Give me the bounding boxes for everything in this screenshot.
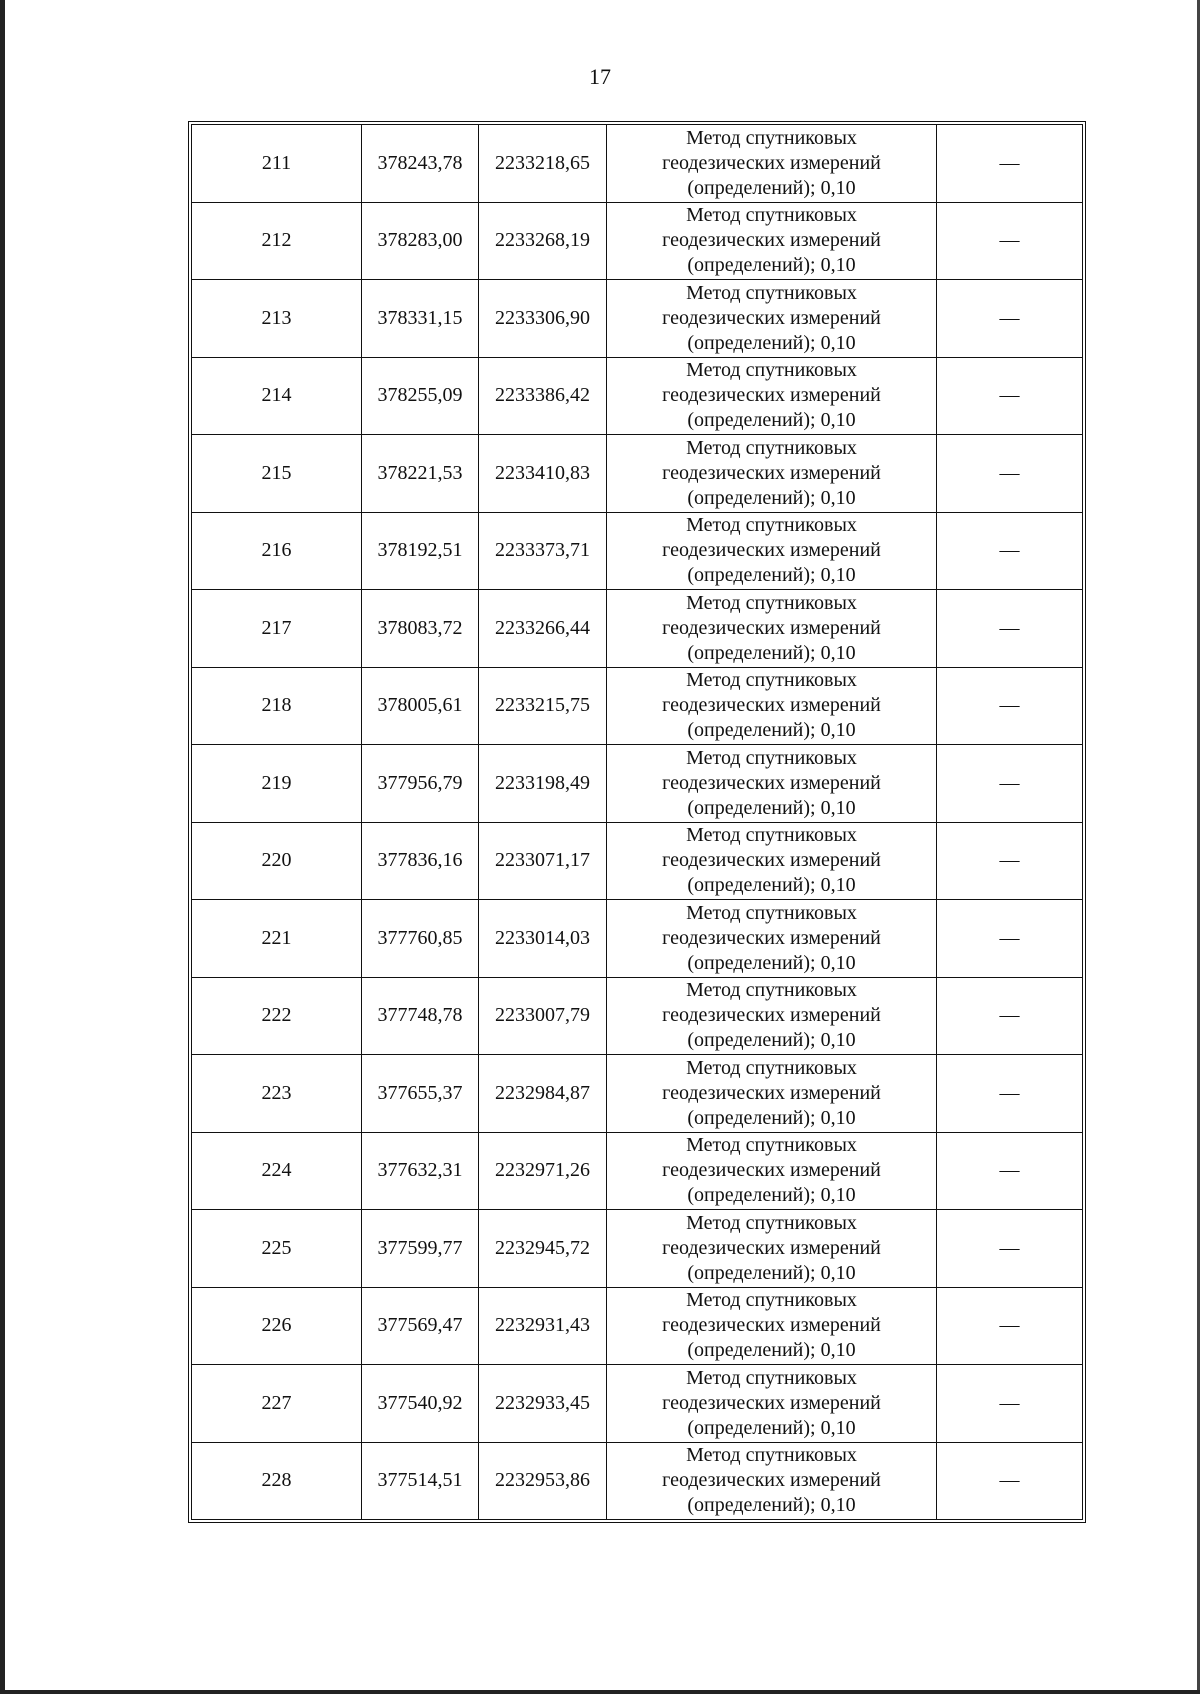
extra-cell: — — [937, 125, 1083, 203]
method-line: Метод спутниковых — [686, 669, 857, 692]
method-line: Метод спутниковых — [686, 746, 857, 769]
method-line: Метод спутниковых — [686, 359, 857, 382]
method-cell — [607, 1210, 937, 1288]
y-coordinate-cell: 2233215,75 — [479, 667, 607, 745]
extra-cell: — — [937, 822, 1083, 900]
table-row — [192, 745, 1083, 823]
method-line: геодезических измерений — [662, 151, 881, 174]
extra-cell: — — [937, 280, 1083, 358]
method-line: геодезических измерений — [662, 384, 881, 407]
scan-edge-left — [0, 0, 5, 1694]
table-row — [192, 822, 1083, 900]
method-cell — [607, 357, 937, 435]
table-row — [192, 590, 1083, 668]
x-coordinate-cell: 378083,72 — [362, 590, 479, 668]
method-line: Метод спутниковых — [686, 1211, 857, 1234]
method-line: Метод спутниковых — [686, 1289, 857, 1312]
method-cell — [607, 125, 937, 203]
table-row — [192, 977, 1083, 1055]
method-line: Метод спутниковых — [686, 281, 857, 304]
method-line: (определений); 0,10 — [687, 254, 856, 277]
extra-cell: — — [937, 1055, 1083, 1133]
y-coordinate-cell: 2233373,71 — [479, 512, 607, 590]
y-coordinate-cell: 2233386,42 — [479, 357, 607, 435]
method-line: (определений); 0,10 — [687, 1261, 856, 1284]
method-cell — [607, 1287, 937, 1365]
table-row — [192, 202, 1083, 280]
x-coordinate-cell: 378005,61 — [362, 667, 479, 745]
method-line: геодезических измерений — [662, 771, 881, 794]
method-line: Метод спутниковых — [686, 979, 857, 1002]
method-cell — [607, 1442, 937, 1520]
table-row — [192, 1132, 1083, 1210]
page-number: 17 — [589, 64, 611, 89]
method-line: геодезических измерений — [662, 461, 881, 484]
y-coordinate-cell: 2233268,19 — [479, 202, 607, 280]
method-line: геодезических измерений — [662, 926, 881, 949]
method-line: геодезических измерений — [662, 1004, 881, 1027]
x-coordinate-cell: 378283,00 — [362, 202, 479, 280]
coordinates-table-frame — [188, 121, 1086, 1523]
method-line: геодезических измерений — [662, 306, 881, 329]
method-cell — [607, 822, 937, 900]
method-line: (определений); 0,10 — [687, 719, 856, 742]
y-coordinate-cell: 2232971,26 — [479, 1132, 607, 1210]
method-line: Метод спутниковых — [686, 1444, 857, 1467]
point-number-cell: 219 — [192, 745, 362, 823]
table-row — [192, 1287, 1083, 1365]
point-number-cell: 216 — [192, 512, 362, 590]
method-cell — [607, 977, 937, 1055]
table-row — [192, 435, 1083, 513]
method-cell — [607, 435, 937, 513]
coordinates-table — [191, 124, 1083, 1520]
x-coordinate-cell: 377569,47 — [362, 1287, 479, 1365]
x-coordinate-cell: 378221,53 — [362, 435, 479, 513]
y-coordinate-cell: 2233007,79 — [479, 977, 607, 1055]
method-line: (определений); 0,10 — [687, 874, 856, 897]
method-line: (определений); 0,10 — [687, 409, 856, 432]
method-cell — [607, 745, 937, 823]
method-line: (определений); 0,10 — [687, 951, 856, 974]
method-line: Метод спутниковых — [686, 514, 857, 537]
extra-cell: — — [937, 512, 1083, 590]
method-line: геодезических измерений — [662, 694, 881, 717]
x-coordinate-cell: 377655,37 — [362, 1055, 479, 1133]
extra-cell: — — [937, 1287, 1083, 1365]
x-coordinate-cell: 377956,79 — [362, 745, 479, 823]
method-line: геодезических измерений — [662, 1159, 881, 1182]
method-line: (определений); 0,10 — [687, 1416, 856, 1439]
method-line: геодезических измерений — [662, 1391, 881, 1414]
method-line: (определений); 0,10 — [687, 1339, 856, 1362]
method-line: Метод спутниковых — [686, 824, 857, 847]
method-cell — [607, 667, 937, 745]
method-line: геодезических измерений — [662, 1314, 881, 1337]
y-coordinate-cell: 2232931,43 — [479, 1287, 607, 1365]
method-cell — [607, 512, 937, 590]
method-cell — [607, 202, 937, 280]
table-row — [192, 1442, 1083, 1520]
method-cell — [607, 1132, 937, 1210]
extra-cell: — — [937, 357, 1083, 435]
point-number-cell: 228 — [192, 1442, 362, 1520]
table-row — [192, 1210, 1083, 1288]
table-row — [192, 1055, 1083, 1133]
method-line: (определений); 0,10 — [687, 486, 856, 509]
method-cell — [607, 280, 937, 358]
table-row — [192, 280, 1083, 358]
y-coordinate-cell: 2233218,65 — [479, 125, 607, 203]
method-cell — [607, 900, 937, 978]
y-coordinate-cell: 2233071,17 — [479, 822, 607, 900]
extra-cell: — — [937, 590, 1083, 668]
point-number-cell: 221 — [192, 900, 362, 978]
coordinates-table-body — [192, 125, 1083, 1520]
point-number-cell: 215 — [192, 435, 362, 513]
point-number-cell: 226 — [192, 1287, 362, 1365]
extra-cell: — — [937, 1132, 1083, 1210]
extra-cell: — — [937, 1365, 1083, 1443]
method-line: Метод спутниковых — [686, 1134, 857, 1157]
point-number-cell: 225 — [192, 1210, 362, 1288]
method-cell — [607, 1365, 937, 1443]
table-row — [192, 512, 1083, 590]
table-row — [192, 667, 1083, 745]
method-line: Метод спутниковых — [686, 436, 857, 459]
point-number-cell: 218 — [192, 667, 362, 745]
x-coordinate-cell: 377836,16 — [362, 822, 479, 900]
method-line: геодезических измерений — [662, 1081, 881, 1104]
method-line: геодезических измерений — [662, 1236, 881, 1259]
method-line: Метод спутниковых — [686, 1056, 857, 1079]
method-line: геодезических измерений — [662, 1469, 881, 1492]
method-line: (определений); 0,10 — [687, 1106, 856, 1129]
y-coordinate-cell: 2232933,45 — [479, 1365, 607, 1443]
extra-cell: — — [937, 1442, 1083, 1520]
x-coordinate-cell: 377632,31 — [362, 1132, 479, 1210]
x-coordinate-cell: 377540,92 — [362, 1365, 479, 1443]
x-coordinate-cell: 378331,15 — [362, 280, 479, 358]
method-line: (определений); 0,10 — [687, 641, 856, 664]
method-line: (определений); 0,10 — [687, 564, 856, 587]
point-number-cell: 214 — [192, 357, 362, 435]
method-cell — [607, 1055, 937, 1133]
x-coordinate-cell: 377760,85 — [362, 900, 479, 978]
point-number-cell: 212 — [192, 202, 362, 280]
y-coordinate-cell: 2232953,86 — [479, 1442, 607, 1520]
y-coordinate-cell: 2233014,03 — [479, 900, 607, 978]
method-line: (определений); 0,10 — [687, 1184, 856, 1207]
method-line: (определений); 0,10 — [687, 796, 856, 819]
method-line: геодезических измерений — [662, 539, 881, 562]
method-line: Метод спутниковых — [686, 1366, 857, 1389]
method-cell — [607, 590, 937, 668]
scan-edge-bottom — [0, 1690, 1200, 1694]
point-number-cell: 220 — [192, 822, 362, 900]
method-line: (определений); 0,10 — [687, 331, 856, 354]
extra-cell: — — [937, 900, 1083, 978]
x-coordinate-cell: 378255,09 — [362, 357, 479, 435]
point-number-cell: 227 — [192, 1365, 362, 1443]
method-line: (определений); 0,10 — [687, 176, 856, 199]
method-line: Метод спутниковых — [686, 591, 857, 614]
x-coordinate-cell: 378243,78 — [362, 125, 479, 203]
point-number-cell: 223 — [192, 1055, 362, 1133]
method-line: (определений); 0,10 — [687, 1494, 856, 1517]
y-coordinate-cell: 2233266,44 — [479, 590, 607, 668]
extra-cell: — — [937, 435, 1083, 513]
method-line: Метод спутниковых — [686, 204, 857, 227]
extra-cell: — — [937, 202, 1083, 280]
y-coordinate-cell: 2232945,72 — [479, 1210, 607, 1288]
method-line: геодезических измерений — [662, 616, 881, 639]
method-line: геодезических измерений — [662, 849, 881, 872]
y-coordinate-cell: 2232984,87 — [479, 1055, 607, 1133]
x-coordinate-cell: 377748,78 — [362, 977, 479, 1055]
point-number-cell: 224 — [192, 1132, 362, 1210]
point-number-cell: 222 — [192, 977, 362, 1055]
method-line: Метод спутниковых — [686, 126, 857, 149]
table-row — [192, 900, 1083, 978]
table-row — [192, 357, 1083, 435]
method-line: (определений); 0,10 — [687, 1029, 856, 1052]
table-row — [192, 125, 1083, 203]
extra-cell: — — [937, 1210, 1083, 1288]
point-number-cell: 211 — [192, 125, 362, 203]
method-line: Метод спутниковых — [686, 901, 857, 924]
y-coordinate-cell: 2233410,83 — [479, 435, 607, 513]
extra-cell: — — [937, 745, 1083, 823]
x-coordinate-cell: 377514,51 — [362, 1442, 479, 1520]
x-coordinate-cell: 378192,51 — [362, 512, 479, 590]
point-number-cell: 217 — [192, 590, 362, 668]
point-number-cell: 213 — [192, 280, 362, 358]
y-coordinate-cell: 2233306,90 — [479, 280, 607, 358]
extra-cell: — — [937, 977, 1083, 1055]
extra-cell: — — [937, 667, 1083, 745]
table-row — [192, 1365, 1083, 1443]
method-line: геодезических измерений — [662, 229, 881, 252]
x-coordinate-cell: 377599,77 — [362, 1210, 479, 1288]
y-coordinate-cell: 2233198,49 — [479, 745, 607, 823]
